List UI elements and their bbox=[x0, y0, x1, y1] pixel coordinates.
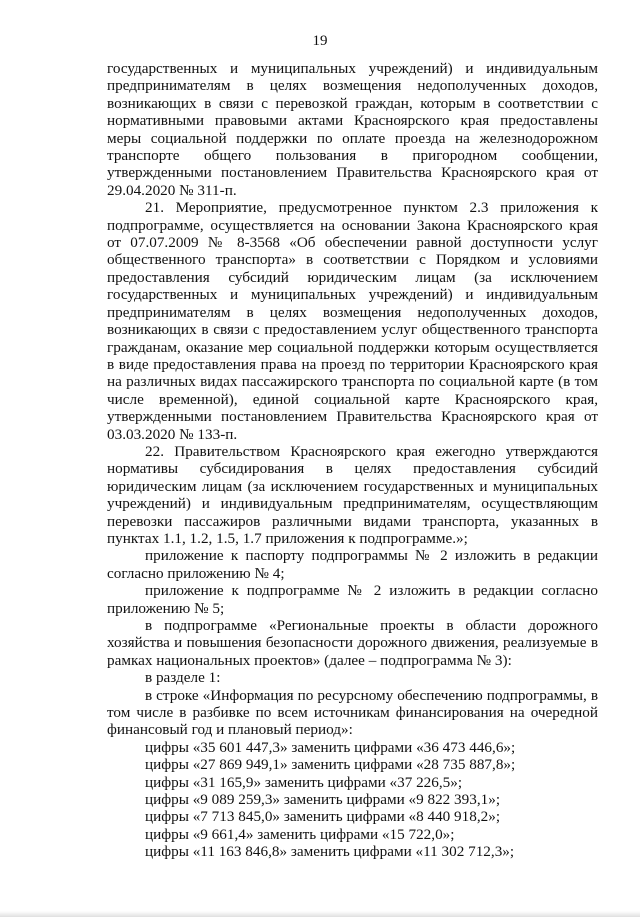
paragraph-amendment-passport-annex: приложение к паспорту подпрограммы № 2 изложить в редакции согласно приложению № 4; bbox=[107, 547, 598, 582]
figure-replacement-line: цифры «9 661,4» заменить цифрами «15 722,0»; bbox=[145, 825, 455, 843]
paragraph-section-1: в разделе 1: bbox=[145, 669, 221, 687]
figure-replacement-line: цифры «27 869 949,1» заменить цифрами «28 735 887,8»; bbox=[145, 756, 516, 774]
paragraph-subprogram-3: в подпрограмме «Региональные проекты в области дорожного хозяйства и повышения безопасности дорожного движения, реализуемые в рамках национальных проектов» (далее – подпрограмма № 3): bbox=[107, 617, 598, 669]
figure-replacement-line: цифры «11 163 846,8» заменить цифрами «11 302 712,3»; bbox=[145, 843, 515, 861]
scan-bottom-edge bbox=[0, 911, 640, 917]
paragraph-item-22: 22. Правительством Красноярского края ежегодно утверждаются нормативы субсидирования в целях предоставления субсидий юридическим лицам (за исключением государственных и муниципальных учреждений) и индивидуальным предпринимателям, осуществляющим перевозки пассажиров различными видами транспорта, указанных в пунктах 1.1, 1.2, 1.5, 1.7 приложения к подпрограмме.»; bbox=[107, 442, 598, 547]
paragraph-amendment-subprogram-annex: приложение к подпрограмме № 2 изложить в редакции согласно приложению № 5; bbox=[107, 582, 598, 617]
paragraph-resource-row: в строке «Информация по ресурсному обеспечению подпрограммы, в том числе в разбивке по всем источникам финансирования на очередной финансовый год и плановый период»: bbox=[107, 686, 598, 739]
figure-replacement-line: цифры «35 601 447,3» заменить цифрами «36 473 446,6»; bbox=[145, 738, 516, 756]
paragraph-continuation: государственных и муниципальных учреждений) и индивидуальным предпринимателям в целях возмещения недополученных доходов, возникающих в связи с перевозкой граждан, которым в соответствии с нормативными правовыми актами Красноярского края предоставлены меры социальной поддержки по оплате проезда на железнодорожном транспорте общего пользования в пригородном сообщении, утвержденными постановлением Правительства Красноярского края от 29.04.2020 № 311-п. bbox=[107, 60, 598, 199]
figure-replacement-line: цифры «7 713 845,0» заменить цифрами «8 440 918,2»; bbox=[145, 808, 501, 826]
document-body bbox=[107, 60, 598, 861]
paragraph-item-21: 21. Мероприятие, предусмотренное пунктом 2.3 приложения к подпрограмме, осуществляется на основании Закона Красноярского края от 07.07.2009 № 8-3568 «Об обеспечении равной доступности услуг общественного транспорта» в соответствии с Порядком и условиями предоставления субсидий юридическим лицам (за исключением государственных и муниципальных учреждений) и индивидуальным предпринимателям в целях возмещения недополученных доходов, возникающих в связи с предоставлением услуг общественного транспорта гражданам, оказание мер социальной поддержки которым осуществляется в виде предоставления права на проезд по территории Красноярского края на различных видах пассажирского транспорта по социальной карте (в том числе временной), единой социальной карте Красноярского края, утвержденными постановлением Правительства Красноярского края от 03.03.2020 № 133-п. bbox=[107, 199, 598, 443]
figure-replacement-line: цифры «31 165,9» заменить цифрами «37 226,5»; bbox=[145, 773, 463, 791]
page-number: 19 bbox=[312, 33, 328, 49]
figure-replacement-line: цифры «9 089 259,3» заменить цифрами «9 822 393,1»; bbox=[145, 791, 501, 809]
